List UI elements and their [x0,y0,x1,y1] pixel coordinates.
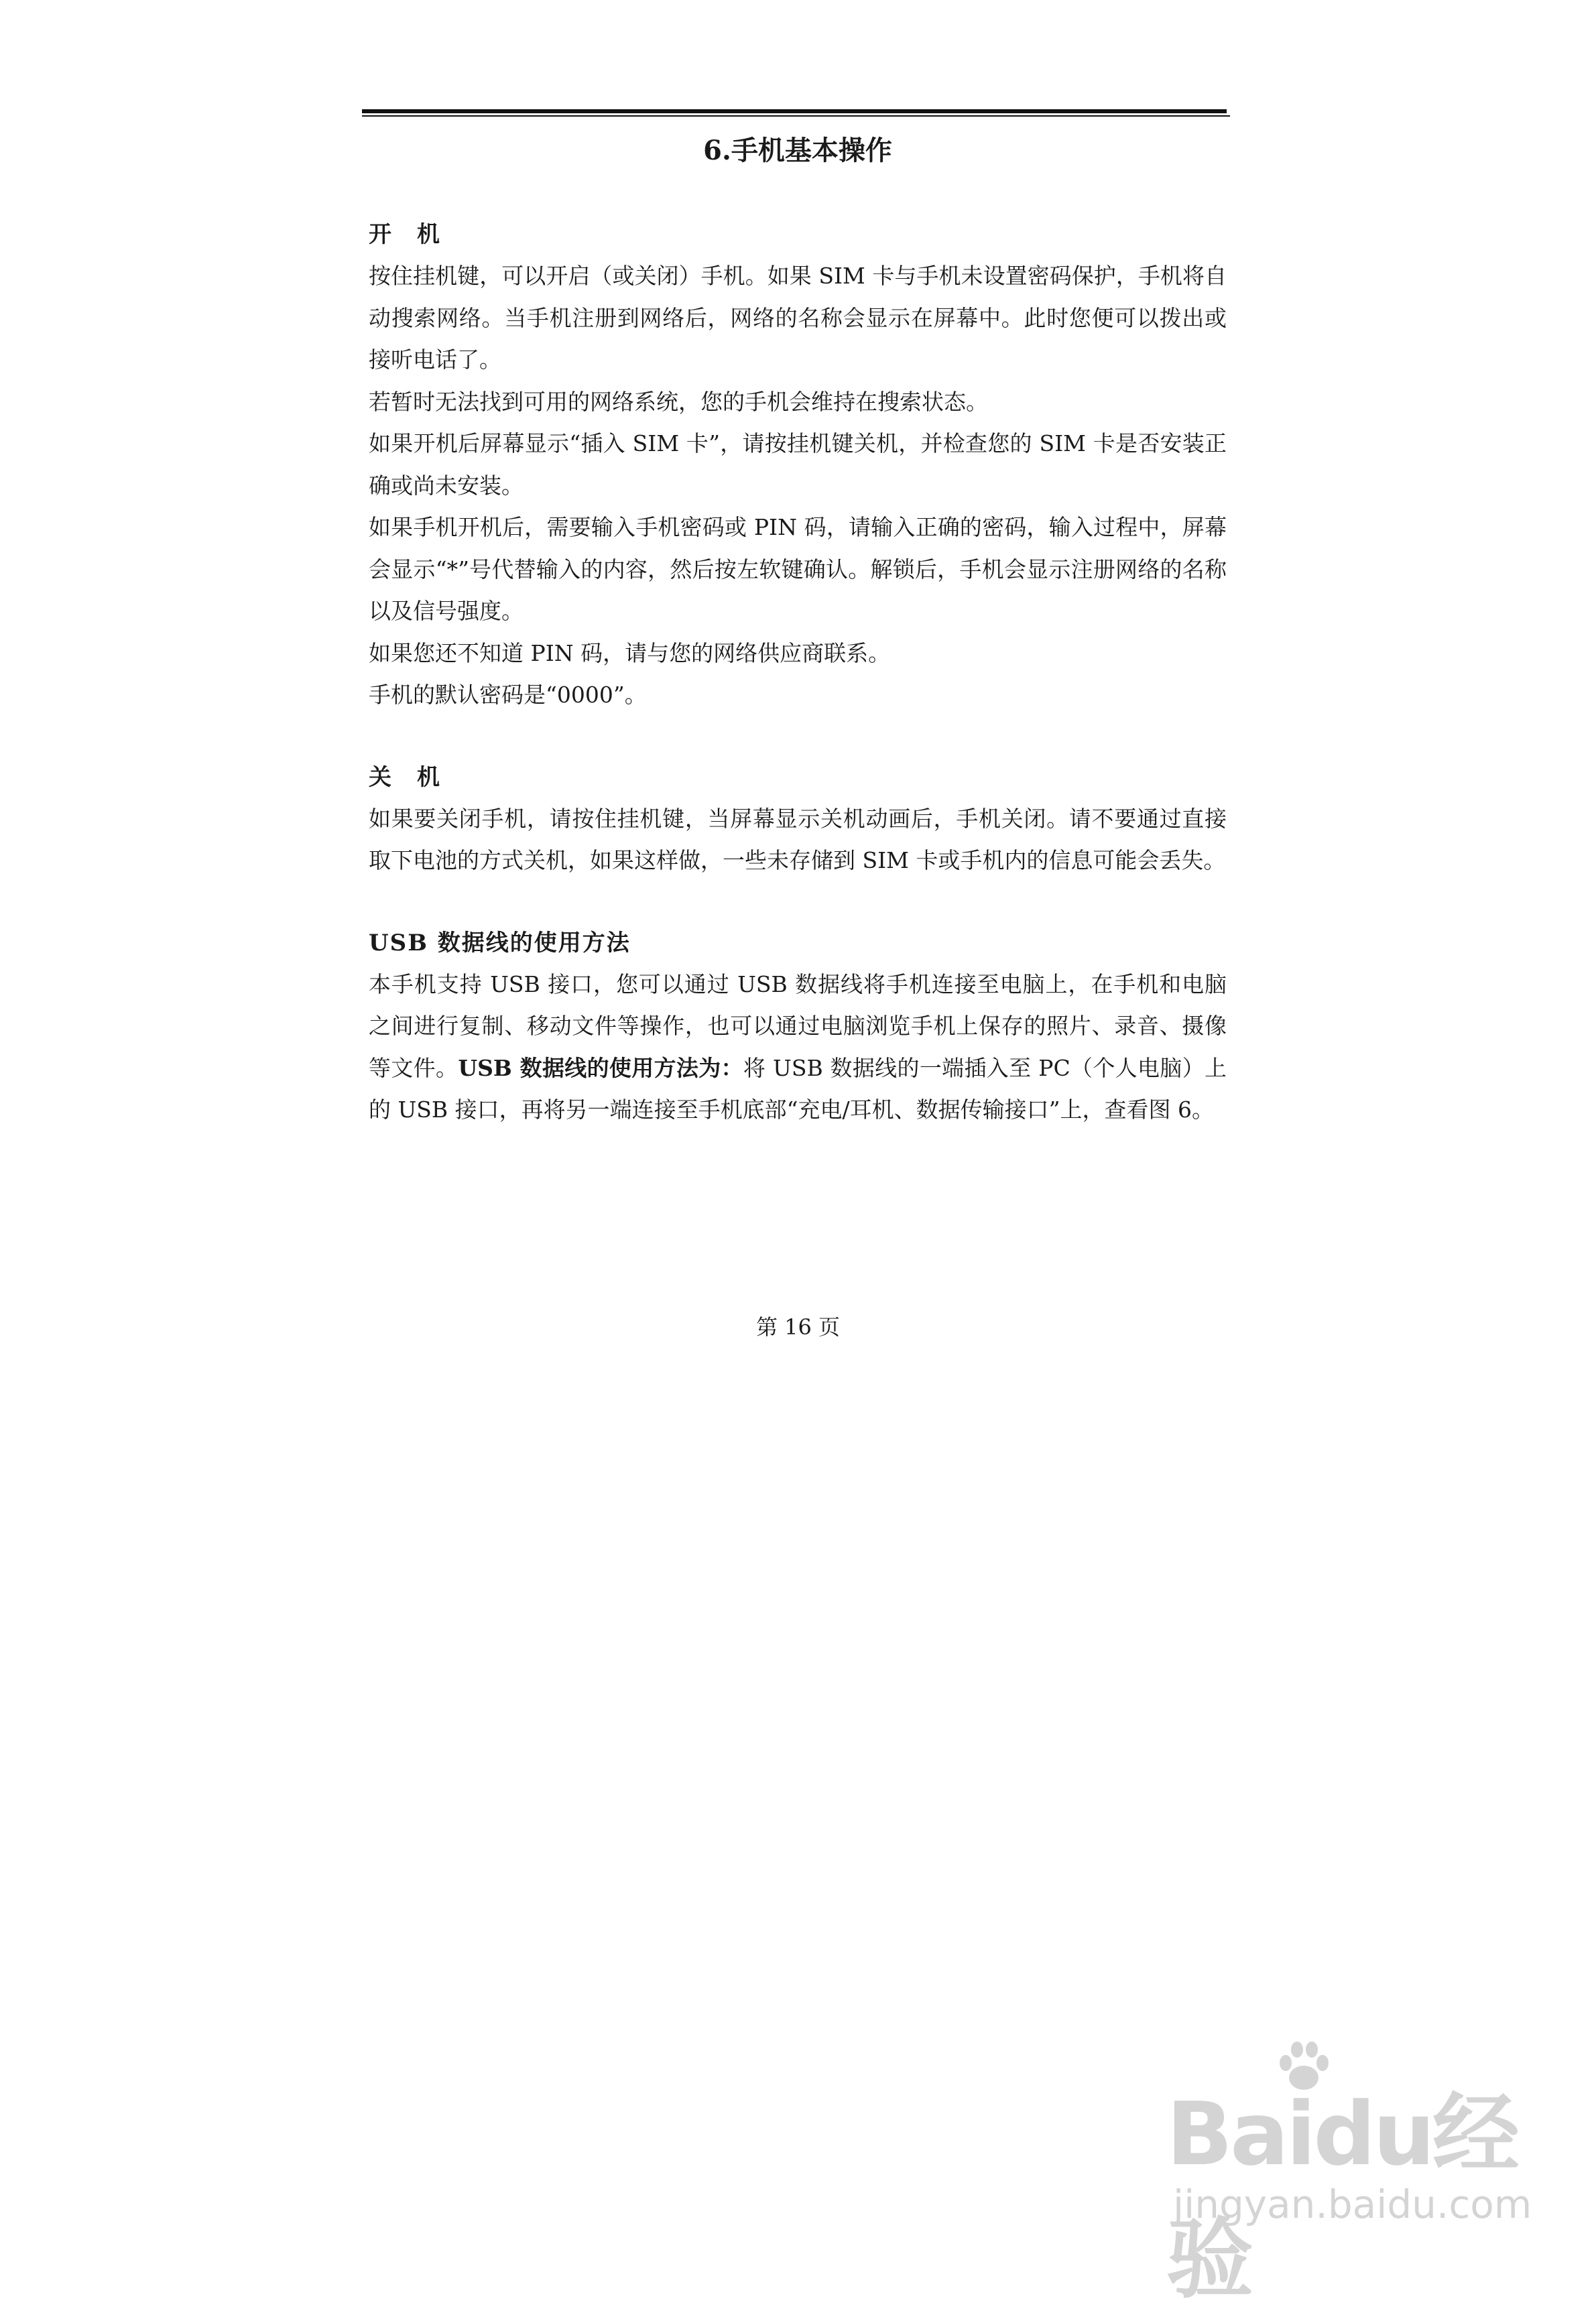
paragraph: 如果手机开机后，需要输入手机密码或 PIN 码，请输入正确的密码，输入过程中，屏幕会显示“*”号代替输入的内容，然后按左软键确认。解锁后，手机会显示注册网络的名称以及信号强度。 [369,514,1227,624]
page-number: 第 16 页 [755,1314,841,1340]
page-title: 6.手机基本操作 [703,135,892,166]
paragraph: 如果您还不知道 PIN 码，请与您的网络供应商联系。 [369,639,891,666]
paragraph: 若暂时无法找到可用的网络系统，您的手机会维持在搜索状态。 [369,388,988,415]
section-gap [369,716,1227,757]
section-heading-power-off: 关 机 [369,763,441,791]
section-heading-power-on: 开 机 [369,221,441,248]
watermark-url: jingyan.baidu.com [1173,2182,1532,2227]
paragraph: 如果要关闭手机，请按住挂机键，当屏幕显示关机动画后，手机关闭。请不要通过直接取下电池的方式关机，如果这样做，一些未存储到 SIM 卡或手机内的信息可能会丢失。 [369,805,1227,873]
page-content [369,131,1227,1131]
usb-intro-text: 本手机支持 USB 接口，您可以通过 USB 数据线将手机连接至电脑上，在手机和电脑之间进行复制、移动文件等操作，也可以通过电脑浏览手机上保存的照片、录音、摄像等文件。 [369,971,1227,1081]
paragraph: 如果开机后屏幕显示“插入 SIM 卡”，请按挂机键关机，并检查您的 SIM 卡是否安装正确或尚未安装。 [369,430,1227,499]
paragraph: 按住挂机键，可以开启（或关闭）手机。如果 SIM 卡与手机未设置密码保护，手机将自动搜索网络。当手机注册到网络后，网络的名称会显示在屏幕中。此时您便可以拨出或接听电话了。 [369,263,1227,373]
paragraph-usb [369,964,1227,1131]
header-rule [362,109,1227,113]
baidu-watermark [1140,2038,1542,2310]
section-gap [369,882,1227,922]
paragraph: 手机的默认密码是“0000”。 [369,682,647,708]
usb-method-text: 将 USB 数据线的一端插入至 PC（个人电脑）上的 USB 接口，再将另一端连接至手机底部“充电/耳机、数据传输接口”上，查看图 6。 [369,1054,1227,1123]
usb-method-label: USB 数据线的使用方法为： [458,1054,743,1081]
header-rule-thin [362,115,1230,117]
watermark-logo: Baidu经验 [1166,2083,1517,2310]
section-heading-usb: USB 数据线的使用方法 [369,929,631,956]
